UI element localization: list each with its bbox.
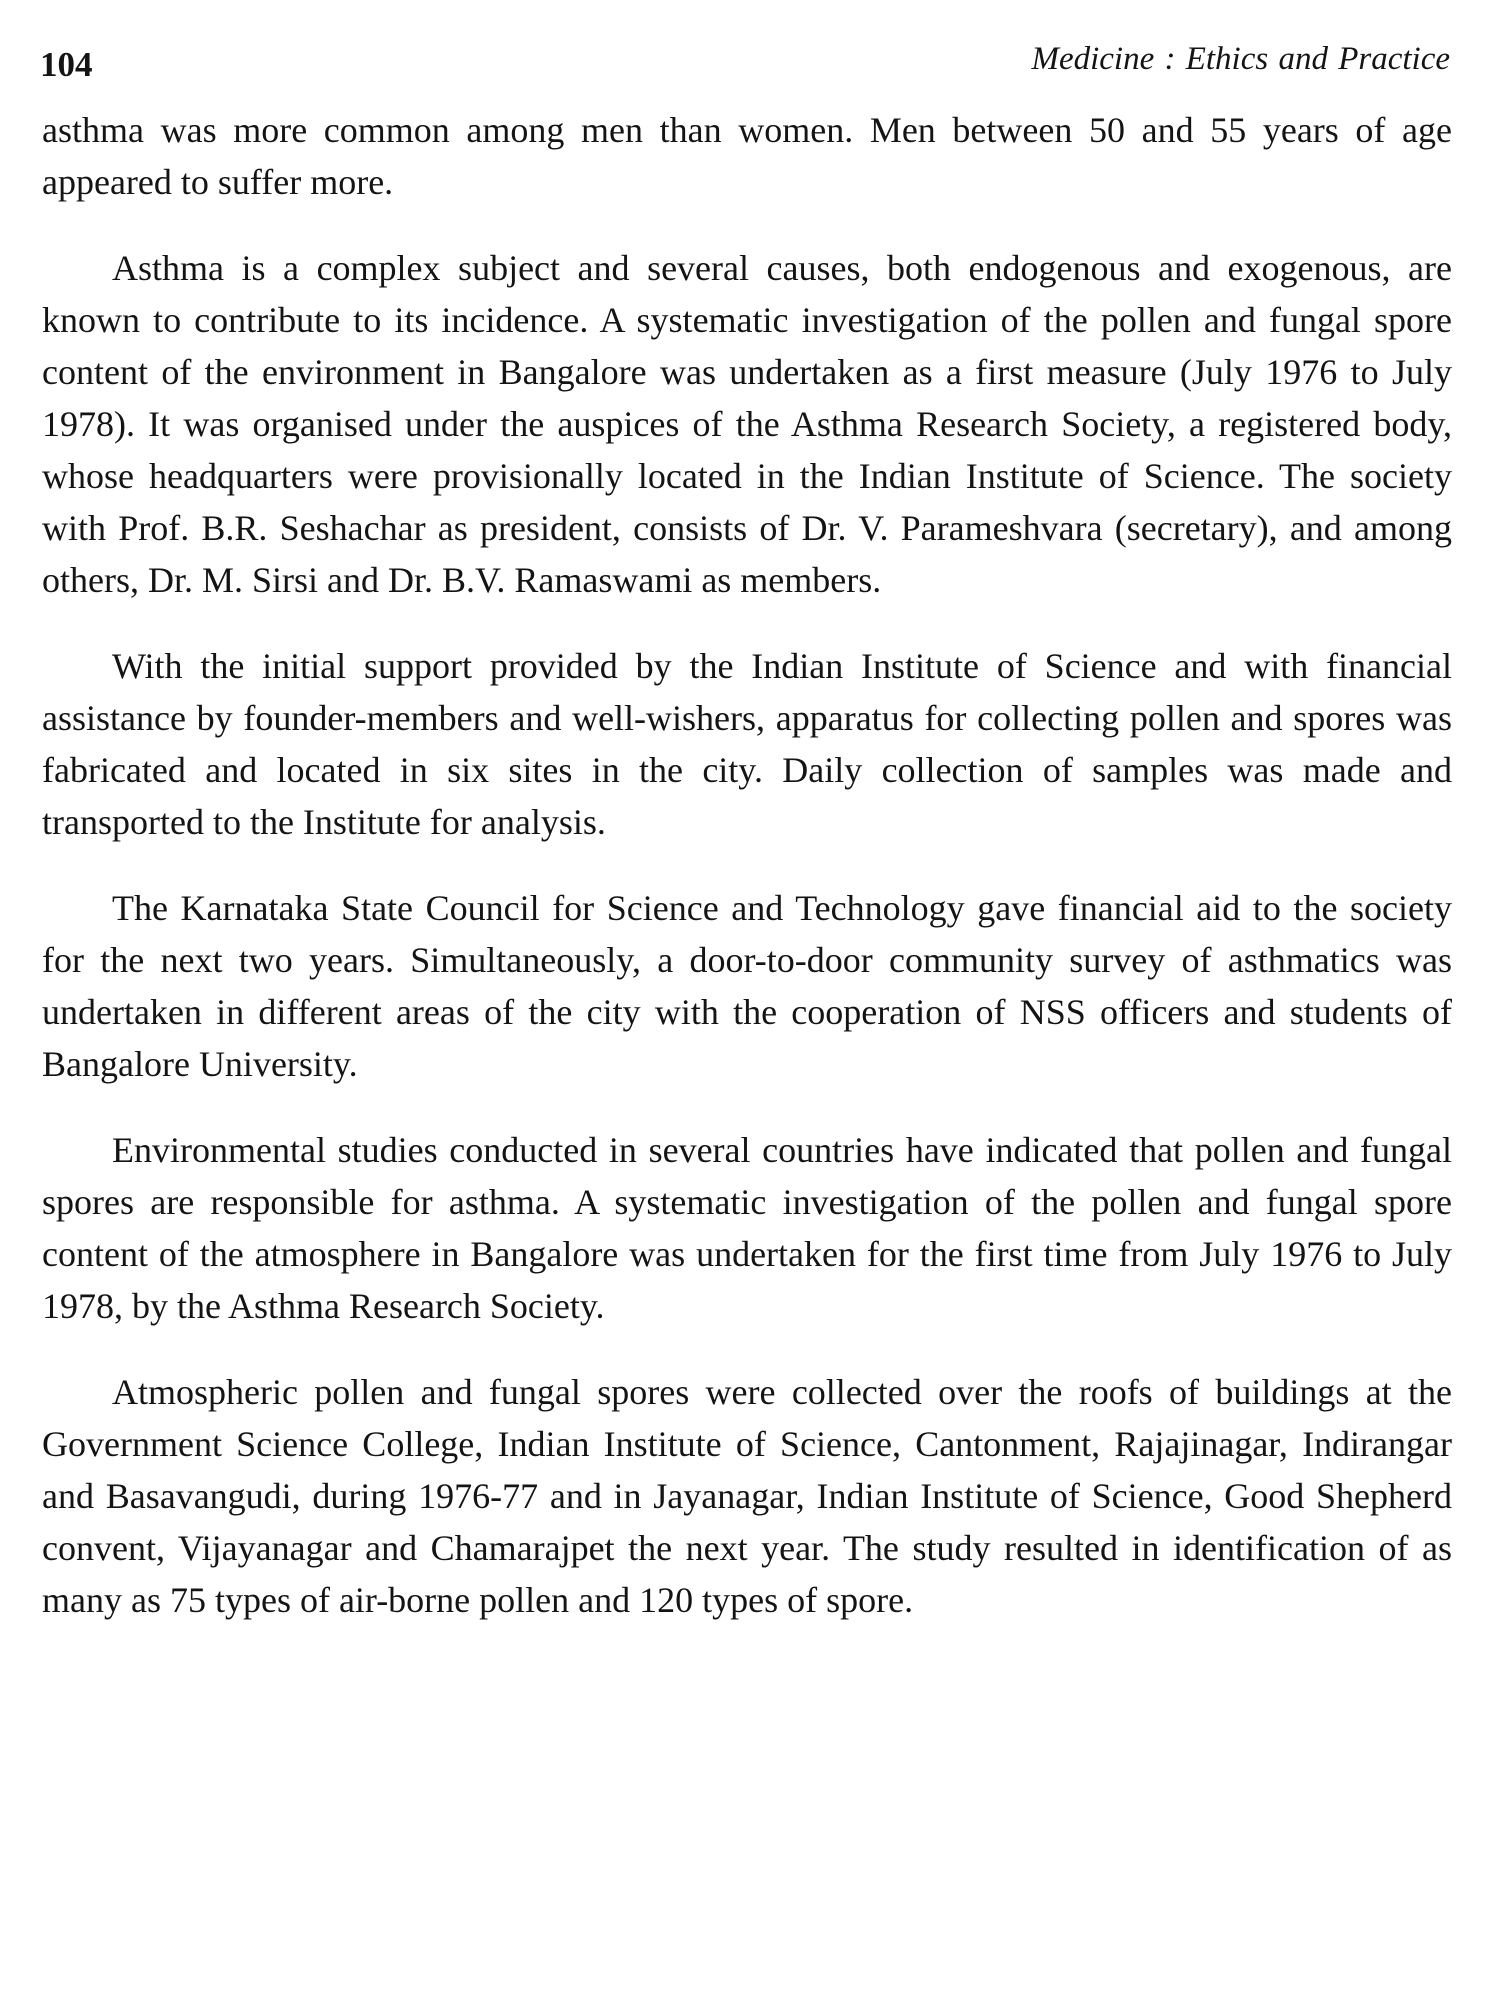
book-title: Medicine : Ethics and Practice [1031,41,1450,77]
paragraph-asthma-causes: Asthma is a complex subject and several causes, both endogenous and exogenous, are known to contribute to its incidence. A systematic investigation of the pollen and fungal spore content of the environment in Bangalore was undertaken as a first measure (July 1976 to July 1978). It was organised under the auspices of the Asthma Research Society, a registered body, whose headquarters were provisionally located in the Indian Institute of Science. The society with Prof. B.R. Seshachar as president, consists of Dr. V. Parameshvara (secretary), and among others, Dr. M. Sirsi and Dr. B.V. Ramaswami as members. [42,248,1452,600]
page-number: 104 [40,45,93,84]
paragraph-karnataka-council: The Karnataka State Council for Science and Technology gave financial aid to the society for the next two years. Simultaneously, a door-to-door community survey of asthmatics was undertaken in different areas of the city with the cooperation of NSS officers and students of Bangalore University. [42,888,1452,1084]
paragraph-initial-support: With the initial support provided by the Indian Institute of Science and with financial assistance by founder-members and well-wishers, apparatus for collecting pollen and spores was fabricated and located in six sites in the city. Daily collection of samples was made and transported to the Institute for analysis. [42,646,1452,842]
body-text [42,104,1452,1626]
running-header [40,40,1450,90]
paragraph-continuation: asthma was more common among men than women. Men between 50 and 55 years of age appeared to suffer more. [42,110,1452,202]
paragraph-environmental-studies: Environmental studies conducted in several countries have indicated that pollen and fungal spores are responsible for asthma. A systematic investigation of the pollen and fungal spore content of the atmosphere in Bangalore was undertaken for the first time from July 1976 to July 1978, by the Asthma Research Society. [42,1130,1452,1326]
paragraph-atmospheric-pollen: Atmospheric pollen and fungal spores were collected over the roofs of buildings at the Government Science College, Indian Institute of Science, Cantonment, Rajajinagar, Indirangar and Basavangudi, during 1976-77 and in Jayanagar, Indian Institute of Science, Good Shepherd convent, Vijayanagar and Chamarajpet the next year. The study resulted in identification of as many as 75 types of air-borne pollen and 120 types of spore. [42,1372,1452,1620]
